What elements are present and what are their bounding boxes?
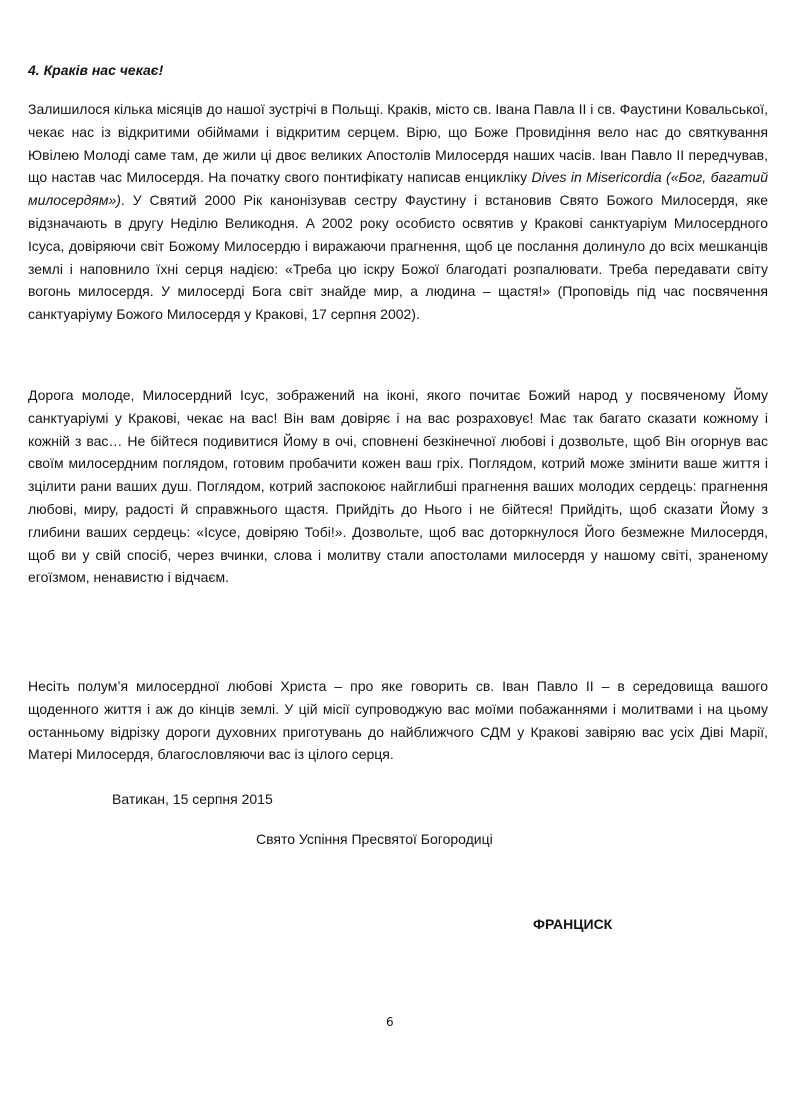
encyclical-title: Dives in Misericordia («Бог, багатий милосердям») xyxy=(28,169,769,209)
signature: ФРАНЦИСК xyxy=(533,916,613,932)
page-number: 6 xyxy=(386,1015,394,1029)
section-heading: 4. Краків нас чекає! xyxy=(28,62,164,78)
dateline: Ватикан, 15 серпня 2015 xyxy=(112,791,273,807)
feast-day: Свято Успіння Пресвятої Богородиці xyxy=(256,831,493,847)
paragraph-krakow-awaits xyxy=(28,98,768,326)
paragraph-merciful-jesus: Дорога молоде, Милосердний Ісус, зображений на іконі, якого почитає Божий народ у посвяченому Йому санктуаріумі у Кракові, чекає на вас! Він вам довіряє і на вас розраховує! Має так багато сказати кожному і кожній з вас… Не бійтеся подивитися Йому в очі, сповнені безкінечної любові і дозвольте, щоб Він огорнув вас своїм милосердним поглядом, готовим пробачити кожен ваш гріх. Поглядом, котрий може змінити ваше життя і зцілити рани ваших душ. Поглядом, котрий заспокоює найглибші прагнення ваших молодих сердець: прагнення любові, миру, радості й справжнього щастя. Прийдіть до Нього і не бійтеся! Прийдіть, щоб сказати Йому з глибини ваших сердець: «Ісусе, довіряю Тобі!». Дозвольте, щоб вас доторкнулося Його безмежне Милосердя, щоб ви у свій спосіб, через вчинки, слова і молитву стали апостолами милосердя у нашому світі, зраненому егоїзмом, ненавистю і відчаєм. xyxy=(28,387,768,586)
paragraph-flame-of-love: Несіть полум’я милосердної любові Христа – про яке говорить св. Іван Павло ІІ – в середовища вашого щоденного життя і аж до кінців землі. У цій місії супроводжую вас моїми побажаннями і молитвами і на цьому останньому відрізку дороги духовних приготувань до найближчого СДМ у Кракові завіряю вас усіх Діві Марії, Матері Милосердя, благословляючи вас із цілого серця. xyxy=(28,678,768,763)
paragraph-text: . У Святий 2000 Рік канонізував сестру Фаустину і встановив Свято Божого Милосердя, яке відзначають в другу Неділю Великодня. А 2002 року особисто освятив у Кракові санктуаріум Милосердного Ісуса, довіряючи світ Божому Милосердю і виражаючи прагнення, щоб це послання долинуло до всіх мешканців землі і наповнило їхні серця надією: «Треба цю іскру Божої благодаті розпалювати. Треба передавати світу вогонь милосердя. У милосерді Бога світ знайде мир, а людина – щастя!» (Проповідь під час посвячення санктуаріуму Божого Милосердя у Кракові, 17 серпня 2002). xyxy=(28,192,768,323)
paragraph-text: Залишилося кілька місяців до нашої зустрічі в Польщі. Краків, місто св. Івана Павла ІІ і св. Фаустини Ковальської, чекає нас із відкритими обіймами і відкритим серцем. Вірю, що Боже Провидіння вело нас до святкування Ювілею Молоді саме там, де жили ці двоє великих Апостолів Милосердя наших часів. Іван Павло ІІ передчував, що настав час Милосердя. На початку свого понтифікату написав енцикліку xyxy=(28,101,768,186)
